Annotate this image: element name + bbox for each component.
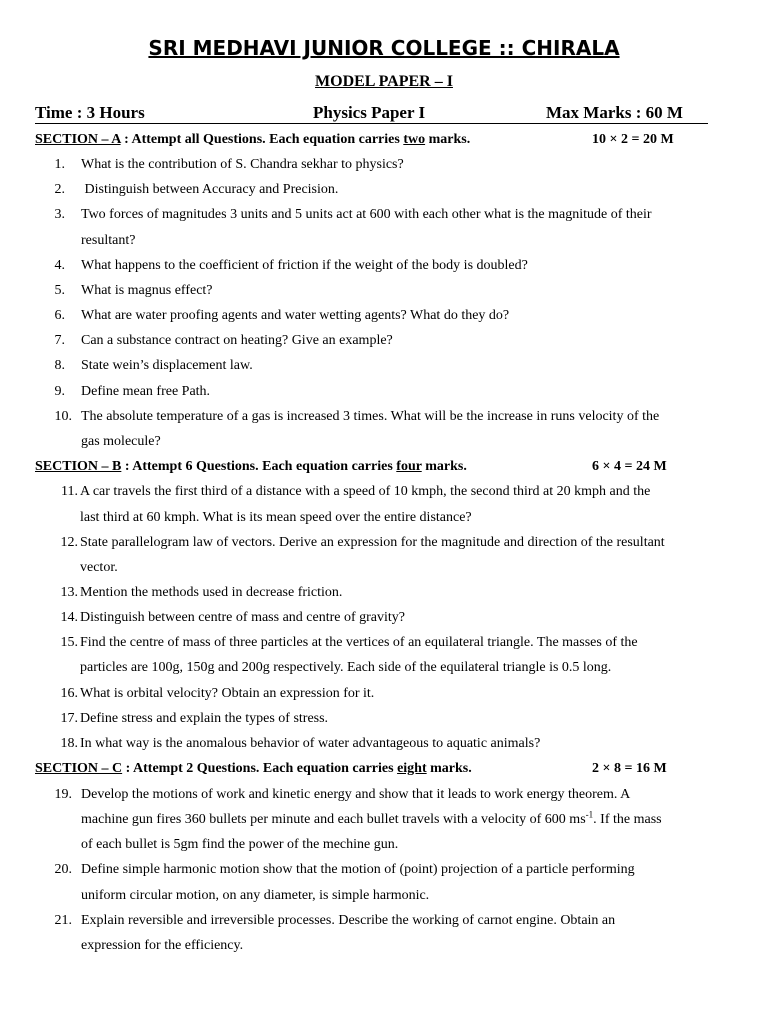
max-marks-label: Max Marks : 60 M <box>546 103 683 122</box>
section-c-heading: SECTION – C : Attempt 2 Questions. Each equation carries eight marks. 2 × 8 = 16 M <box>35 761 667 776</box>
section-b-heading: SECTION – B : Attempt 6 Questions. Each equation carries four marks. 6 × 4 = 24 M <box>35 459 667 474</box>
section-marks: 6 × 4 = 24 M <box>592 459 667 474</box>
section-marks: 10 × 2 = 20 M <box>592 132 674 147</box>
section-name: SECTION – C <box>35 761 123 776</box>
college-name: SRI MEDHAVI JUNIOR COLLEGE :: CHIRALA <box>148 36 620 60</box>
question-paper-page: SRI MEDHAVI JUNIOR COLLEGE :: CHIRALA MODEL PAPER – I Time : 3 Hours Physics Paper I Max Marks : 60 M SECTION – A : Attempt all Questions. Each equation carries two marks. 10 × 2 = 20 M 1. What is the contribution of S. Chandra sekhar to physics? 2. Distinguish between Accuracy and Precision. 3. Two forces of magnitudes 3 units and 5 units act at 600 with each other what is the magnitude of their resultant? 4. What happens to the coefficient of friction if the weight of the body is doubled? 5. What is magnus effect? 6. What are water proofing agents and water wetting agents? What do they do? 7. Can a substance contract on heating? Give an example? 8. State wein’s displacement law. 9. Define mean free Path. 10. The absolute temperature of a gas is increased 3 times. What will be the increase in runs velocity of the gas molecule? SECTION – B : Attempt 6 Questions. Each equation carries four marks. 6 × 4 = 24 M 11. A car travels the first third of a distance with a speed of 10 kmph, the second third at 20 kmph and the last third at 60 kmph. What is its mean speed over the entire distance? 12. State parallelogram law of vectors. Derive an expression for the magnitude and direction of the resultant vector. 13. Mention the methods used in decrease friction. 14. Distinguish between centre of mass and centre of gravity? 15. Find the centre of mass of three particles at the vertices of an equilateral triangle. The masses of the particles are 100g, 150g and 200g respectively. Each side of the equilateral triangle is 0.5 long. 16. What is orbital velocity? Obtain an expression for it. 17. Define stress and explain the types of stress. 18. In what way is the anomalous behavior of water advantageous to aquatic animals? SECTION – C : Attempt 2 Questions. Each equation carries eight marks. 2 × 8 = 16 M 19. Develop the motions of work and kinetic energy and show that it leads to work energy theorem. A machine gun fires 360 bullets per minute and each bullet travels with a velocity of 600 $ms^{-1}$. If the mass of each bullet is 5gm find the power of the mechine gun. 20. Define simple harmonic motion show that the motion of (point) projection of a particle performing uniform circular motion, on any diameter, is simple harmonic. 21. Explain reversible and irreversible processes. Describe the working of carnot engine. Obtain an expression for the efficiency. <box>0 0 768 1024</box>
header-divider <box>35 123 708 124</box>
section-a-heading: SECTION – A : Attempt all Questions. Each equation carries two marks. 10 × 2 = 20 M <box>35 132 674 147</box>
subject-label: Physics Paper I <box>313 103 426 122</box>
section-marks: 2 × 8 = 16 M <box>592 761 667 776</box>
section-name: SECTION – A <box>35 132 121 147</box>
paper-title: MODEL PAPER – I <box>315 73 453 90</box>
time-label: Time : 3 Hours <box>35 103 145 122</box>
section-name: SECTION – B <box>35 459 122 474</box>
